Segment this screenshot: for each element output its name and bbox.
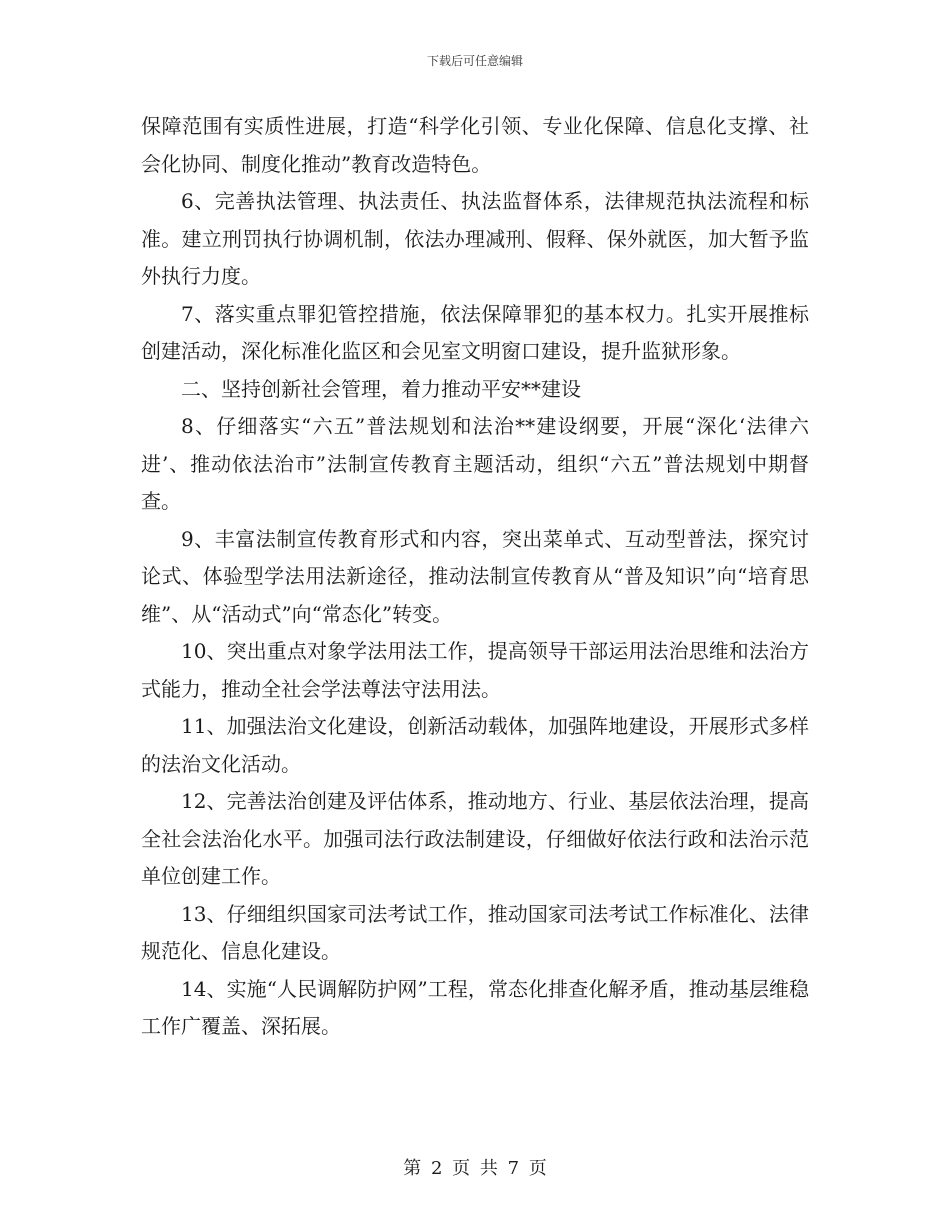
paragraph-item-14: 14、实施“人民调解防护网”工程，常态化排查化解矛盾，推动基层维稳工作广覆盖、深拓展。 <box>141 976 809 1038</box>
paragraph-item-12: 12、完善法治创建及评估体系，推动地方、行业、基层依法治理，提高全社会法治化水平。加强司法行政法制建设，仔细做好依法行政和法治示范单位创建工作。 <box>141 789 809 888</box>
paragraph-item-6: 6、完善执法管理、执法责任、执法监督体系，法律规范执法流程和标准。建立刑罚执行协调机制，依法办理减刑、假释、保外就医，加大暂予监外执行力度。 <box>141 189 809 288</box>
paragraph-item-8: 8、仔细落实“六五”普法规划和法治**建设纲要，开展“深化‘法律六进’、推动依法治市”法制宣传教育主题活动，组织“六五”普法规划中期督查。 <box>141 414 809 513</box>
paragraph-item-9: 9、丰富法制宣传教育形式和内容，突出菜单式、互动型普法，探究讨论式、体验型学法用法新途径，推动法制宣传教育从“普及知识”向“培育思维”、从“活动式”向“常态化”转变。 <box>141 526 809 626</box>
page-header: 下载后可任意编辑 <box>426 54 523 68</box>
document-body <box>141 108 809 1046</box>
paragraph-item-13: 13、仔细组织国家司法考试工作，推动国家司法考试工作标准化、法律规范化、信息化建设。 <box>141 901 809 963</box>
paragraph-item-10: 10、突出重点对象学法用法工作，提高领导干部运用法治思维和法治方式能力，推动全社会学法尊法守法用法。 <box>141 639 809 701</box>
paragraph-item-11: 11、加强法治文化建设，创新活动载体，加强阵地建设，开展形式多样的法治文化活动。 <box>141 714 809 776</box>
paragraph-item-7: 7、落实重点罪犯管控措施，依法保障罪犯的基本权力。扎实开展推标创建活动，深化标准化监区和会见室文明窗口建设，提升监狱形象。 <box>141 301 809 363</box>
section-heading-2: 二、坚持创新社会管理，着力推动平安**建设 <box>181 376 581 401</box>
page-number-footer: 第 2 页 共 7 页 <box>403 1158 547 1179</box>
paragraph-continuation: 保障范围有实质性进展，打造“科学化引领、专业化保障、信息化支撑、社会化协同、制度化推动”教育改造特色。 <box>141 114 809 176</box>
